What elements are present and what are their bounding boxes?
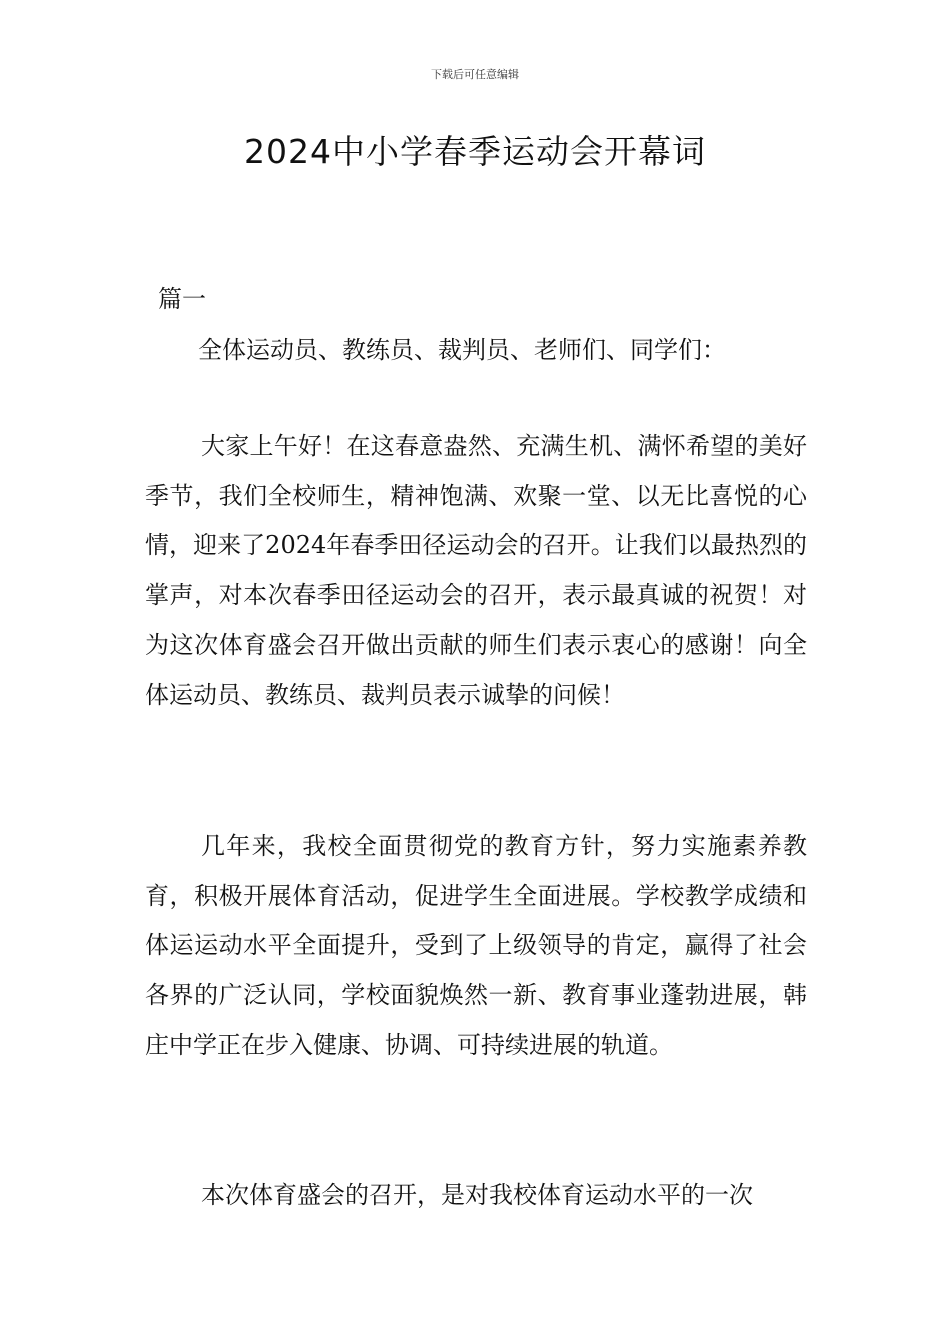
paragraph-1: 大家上午好！在这春意盎然、充满生机、满怀希望的美好季节，我们全校师生，精神饱满、欢聚一堂、以无比喜悦的心情，迎来了2024年春季田径运动会的召开。让我们以最热烈的掌声，对本次春季田径运动会的召开，表示最真诚的祝贺！对为这次体育盛会召开做出贡献的师生们表示衷心的感谢！向全体运动员、教练员、裁判员表示诚挚的问候！ [145,432,807,709]
paragraph-3: 本次体育盛会的召开，是对我校体育运动水平的一次 [201,1181,753,1209]
section-label: 篇一 [158,285,206,313]
document-title: 2024中小学春季运动会开幕词 [244,132,706,171]
paragraph-2: 几年来，我校全面贯彻党的教育方针，努力实施素养教育，积极开展体育活动，促进学生全面进展。学校教学成绩和体运运动水平全面提升，受到了上级领导的肯定，赢得了社会各界的广泛认同，学校面貌焕然一新、教育事业蓬勃进展，韩庄中学正在步入健康、协调、可持续进展的轨道。 [145,832,807,1059]
header-note: 下载后可任意编辑 [431,68,519,81]
salutation: 全体运动员、教练员、裁判员、老师们、同学们： [198,336,726,364]
